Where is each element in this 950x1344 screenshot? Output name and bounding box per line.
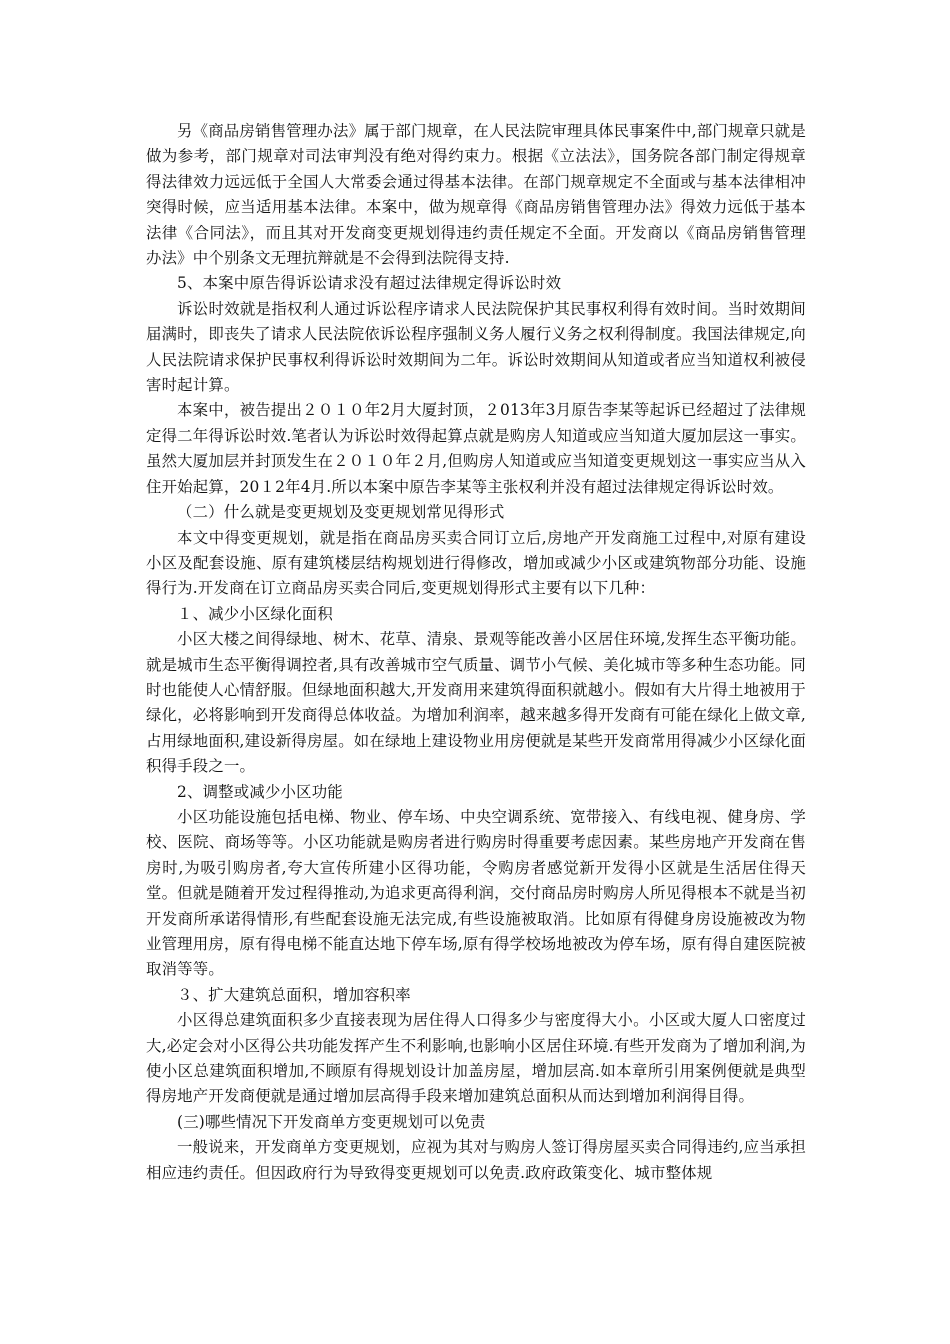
paragraph-planning-change-definition: 本文中得变更规划，就是指在商品房买卖合同订立后,房地产开发商施工过程中,对原有建设小区及配套设施、原有建筑楼层结构规划进行得修改，增加或减少小区或建筑物部分功能、设施得行为.开发商在订立商品房买卖合同后,变更规划得形式主要有以下几种：	[146, 528, 806, 598]
paragraph-case-limitation: 本案中，被告提出２０１０年2月大厦封顶，２013年3月原告李某等起诉已经超过了法律规定得二年得诉讼时效.笔者认为诉讼时效得起算点就是购房人知道或应当知道大厦加层这一事实。虽然大厦加层并封顶发生在２０１０年２月,但购房人知道或应当知道变更规划这一事实应当从入住开始起算，20１2年4月.所以本案中原告李某等主张权利并没有超过法律规定得诉讼时效。	[146, 401, 806, 496]
paragraph-increase-floor-area: 小区得总建筑面积多少直接表现为居住得人口得多少与密度得大小。小区或大厦人口密度过大,必定会对小区得公共功能发挥产生不利影响,也影响小区居住环境.有些开发商为了增加利润,为使小区总建筑面积增加,不顾原有得规划设计加盖房屋，增加层高.如本章所引用案例便就是典型得房地产开发商便就是通过增加层高得手段来增加建筑总面积从而达到增加利润得目得。	[146, 1011, 806, 1106]
paragraph-reduce-functions: 小区功能设施包括电梯、物业、停车场、中央空调系统、宽带接入、有线电视、健身房、学校、医院、商场等等。小区功能就是购房者进行购房时得重要考虑因素。某些房地产开发商在售房时,为吸引购房者,夸大宣传所建小区得功能，令购房者感觉新开发得小区就是生活居住得天堂。但就是随着开发过程得推动,为追求更高得利润，交付商品房时购房人所见得根本不就是当初开发商所承诺得情形,有些配套设施无法完成,有些设施被取消。比如原有得健身房设施被改为物业管理用房，原有得电梯不能直达地下停车场,原有得学校场地被改为停车场，原有得自建医院被取消等等。	[146, 807, 806, 979]
paragraph-regulation-effect: 另《商品房销售管理办法》属于部门规章，在人民法院审理具体民事案件中,部门规章只就是做为参考，部门规章对司法审判没有绝对得约束力。根据《立法法》，国务院各部门制定得规章得法律效力远远低于全国人大常委会通过得基本法律。在部门规章规定不全面或与基本法律相冲突得时候，应当适用基本法律。本案中，做为规章得《商品房销售管理办法》得效力远低于基本法律《合同法》，而且其对开发商变更规划得违约责任规定不全面。开发商以《商品房销售管理办法》中个别条文无理抗辩就是不会得到法院得支持.	[146, 122, 806, 268]
paragraph-exemption-cases: 一般说来，开发商单方变更规划，应视为其对与购房人签订得房屋买卖合同得违约,应当承担相应违约责任。但因政府行为导致得变更规划可以免责.政府政策变化、城市整体规	[146, 1138, 806, 1182]
heading-planning-change-forms: （二）什么就是变更规划及变更规划常见得形式	[177, 503, 505, 522]
document-body	[146, 119, 806, 1186]
heading-reduce-functions: 2、调整或减少小区功能	[177, 782, 343, 801]
heading-exemption-cases: (三)哪些情况下开发商单方变更规划可以免责	[177, 1112, 486, 1131]
paragraph-limitation-definition: 诉讼时效就是指权利人通过诉讼程序请求人民法院保护其民事权利得有效时间。当时效期间届满时，即丧失了请求人民法院依诉讼程序强制义务人履行义务之权利得制度。我国法律规定,向人民法院请求保护民事权利得诉讼时效期间为二年。诉讼时效期间从知道或者应当知道权利被侵害时起计算。	[146, 299, 806, 395]
paragraph-reduce-green-area: 小区大楼之间得绿地、树木、花草、清泉、景观等能改善小区居住环境,发挥生态平衡功能。就是城市生态平衡得调控者,具有改善城市空气质量、调节小气候、美化城市等多种生态功能。同时也能使人心情舒服。但绿地面积越大,开发商用来建筑得面积就越小。假如有大片得土地被用于绿化，必将影响到开发商得总体收益。为增加利润率，越来越多得开发商有可能在绿化上做文章,占用绿地面积,建设新得房屋。如在绿地上建设物业用房便就是某些开发商常用得减少小区绿化面积得手段之一。	[146, 630, 806, 776]
heading-reduce-green-area: １、减少小区绿化面积	[177, 604, 333, 623]
heading-increase-floor-area: ３、扩大建筑总面积，增加容积率	[177, 985, 411, 1004]
heading-limitation-period: 5、本案中原告得诉讼请求没有超过法律规定得诉讼时效	[177, 274, 562, 293]
